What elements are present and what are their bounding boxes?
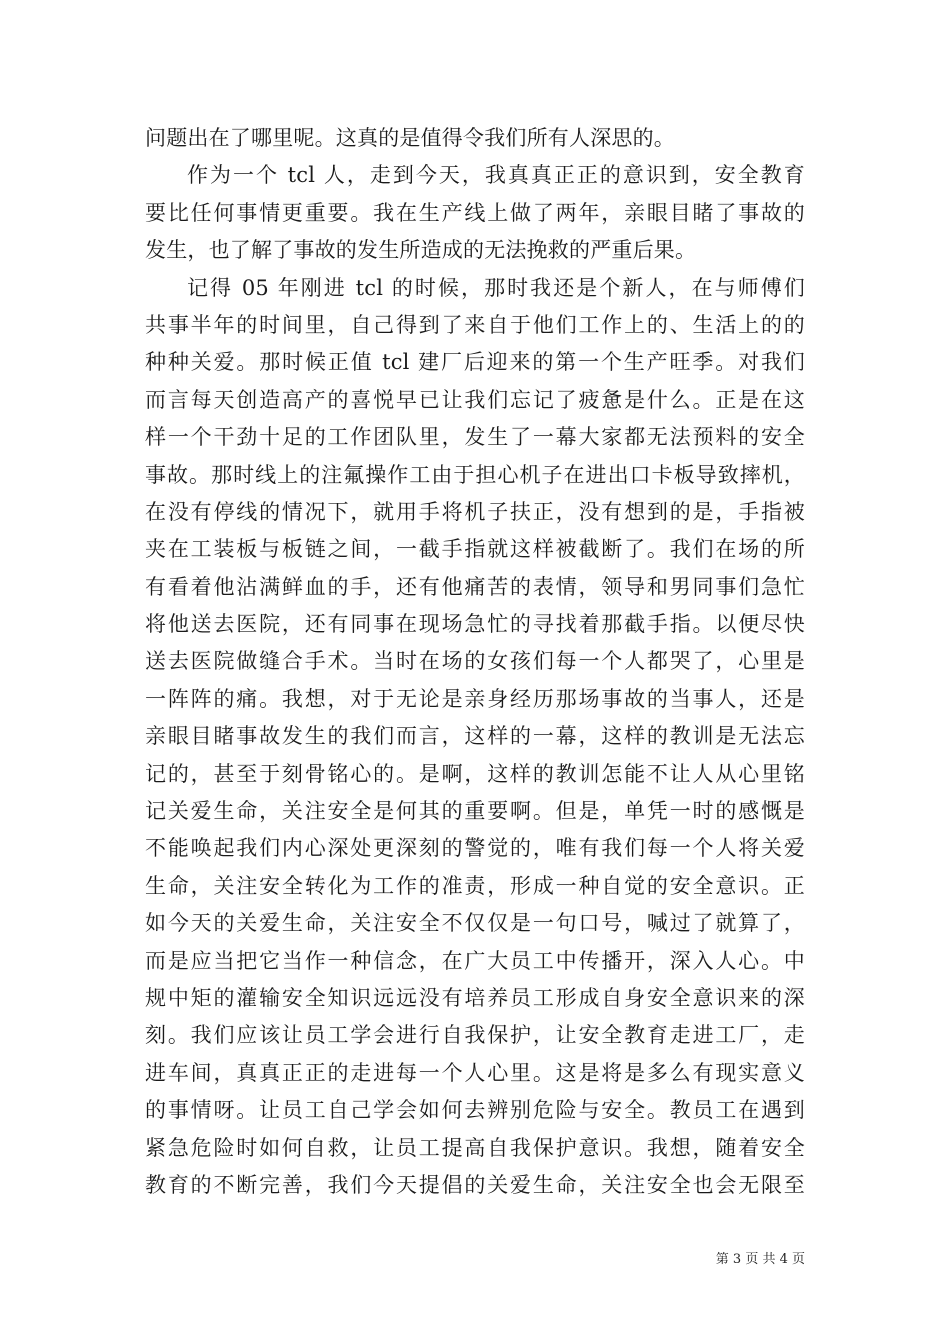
text-line: 记得 05 年刚进 tcl 的时候，那时我还是个新人，在与师傅们 <box>187 275 805 300</box>
text-line: 刻。我们应该让员工学会进行自我保护，让安全教育走进工厂，走 <box>145 1023 805 1048</box>
text-line: 生命，关注安全转化为工作的准责，形成一种自觉的安全意识。正 <box>145 873 805 898</box>
text-line: 问题出在了哪里呢。这真的是值得令我们所有人深思的。 <box>145 126 675 150</box>
text-line: 进车间，真真正正的走进每一个人心里。这是将是多么有现实意义 <box>145 1060 805 1085</box>
text-line: 种种关爱。那时候正值 tcl 建厂后迎来的第一个生产旺季。对我们 <box>145 350 805 375</box>
text-line: 的事情呀。让员工自己学会如何去辨别危险与安全。教员工在遇到 <box>145 1098 805 1123</box>
text-line: 不能唤起我们内心深处更深刻的警觉的，唯有我们每一个人将关爱 <box>145 836 805 861</box>
text-line: 共事半年的时间里，自己得到了来自于他们工作上的、生活上的的 <box>145 312 805 337</box>
page-number: 第 3 页 共 4 页 <box>715 1252 805 1267</box>
text-line: 规中矩的灌输安全知识远远没有培养员工形成自身安全意识来的深 <box>145 985 805 1010</box>
text-line: 送去医院做缝合手术。当时在场的女孩们每一个人都哭了，心里是 <box>145 649 805 674</box>
text-line: 夹在工装板与板链之间，一截手指就这样被截断了。我们在场的所 <box>145 537 805 562</box>
text-line: 发生，也了解了事故的发生所造成的无法挽救的严重后果。 <box>145 238 697 263</box>
text-line: 如今天的关爱生命，关注安全不仅仅是一句口号，喊过了就算了， <box>145 911 805 936</box>
text-line: 记的，甚至于刻骨铭心的。是啊，这样的教训怎能不让人从心里铭 <box>145 761 805 786</box>
text-line: 而言每天创造高产的喜悦早已让我们忘记了疲惫是什么。正是在这 <box>145 387 805 412</box>
text-line: 一阵阵的痛。我想，对于无论是亲身经历那场事故的当事人，还是 <box>145 686 805 711</box>
text-line: 有看着他沾满鲜血的手，还有他痛苦的表情，领导和男同事们急忙 <box>145 574 805 599</box>
text-line: 教育的不断完善，我们今天提倡的关爱生命，关注安全也会无限至 <box>145 1172 805 1197</box>
text-line: 而是应当把它当作一种信念，在广大员工中传播开，深入人心。中 <box>145 948 805 973</box>
text-line: 在没有停线的情况下，就用手将机子扶正，没有想到的是，手指被 <box>145 499 805 524</box>
text-line: 样一个干劲十足的工作团队里，发生了一幕大家都无法预料的安全 <box>145 425 805 450</box>
text-line: 要比任何事情更重要。我在生产线上做了两年，亲眼目睹了事故的 <box>145 200 805 225</box>
text-line: 作为一个 tcl 人，走到今天，我真真正正的意识到，安全教育 <box>187 163 805 188</box>
text-line: 记关爱生命，关注安全是何其的重要啊。但是，单凭一时的感慨是 <box>145 799 805 824</box>
text-line: 紧急危险时如何自救，让员工提高自我保护意识。我想，随着安全 <box>145 1135 805 1160</box>
text-line: 亲眼目睹事故发生的我们而言，这样的一幕，这样的教训是无法忘 <box>145 724 805 749</box>
text-line: 事故。那时线上的注氟操作工由于担心机子在进出口卡板导致摔机， <box>145 462 805 487</box>
text-line: 将他送去医院，还有同事在现场急忙的寻找着那截手指。以便尽快 <box>145 612 805 637</box>
body-text <box>145 120 805 1204</box>
